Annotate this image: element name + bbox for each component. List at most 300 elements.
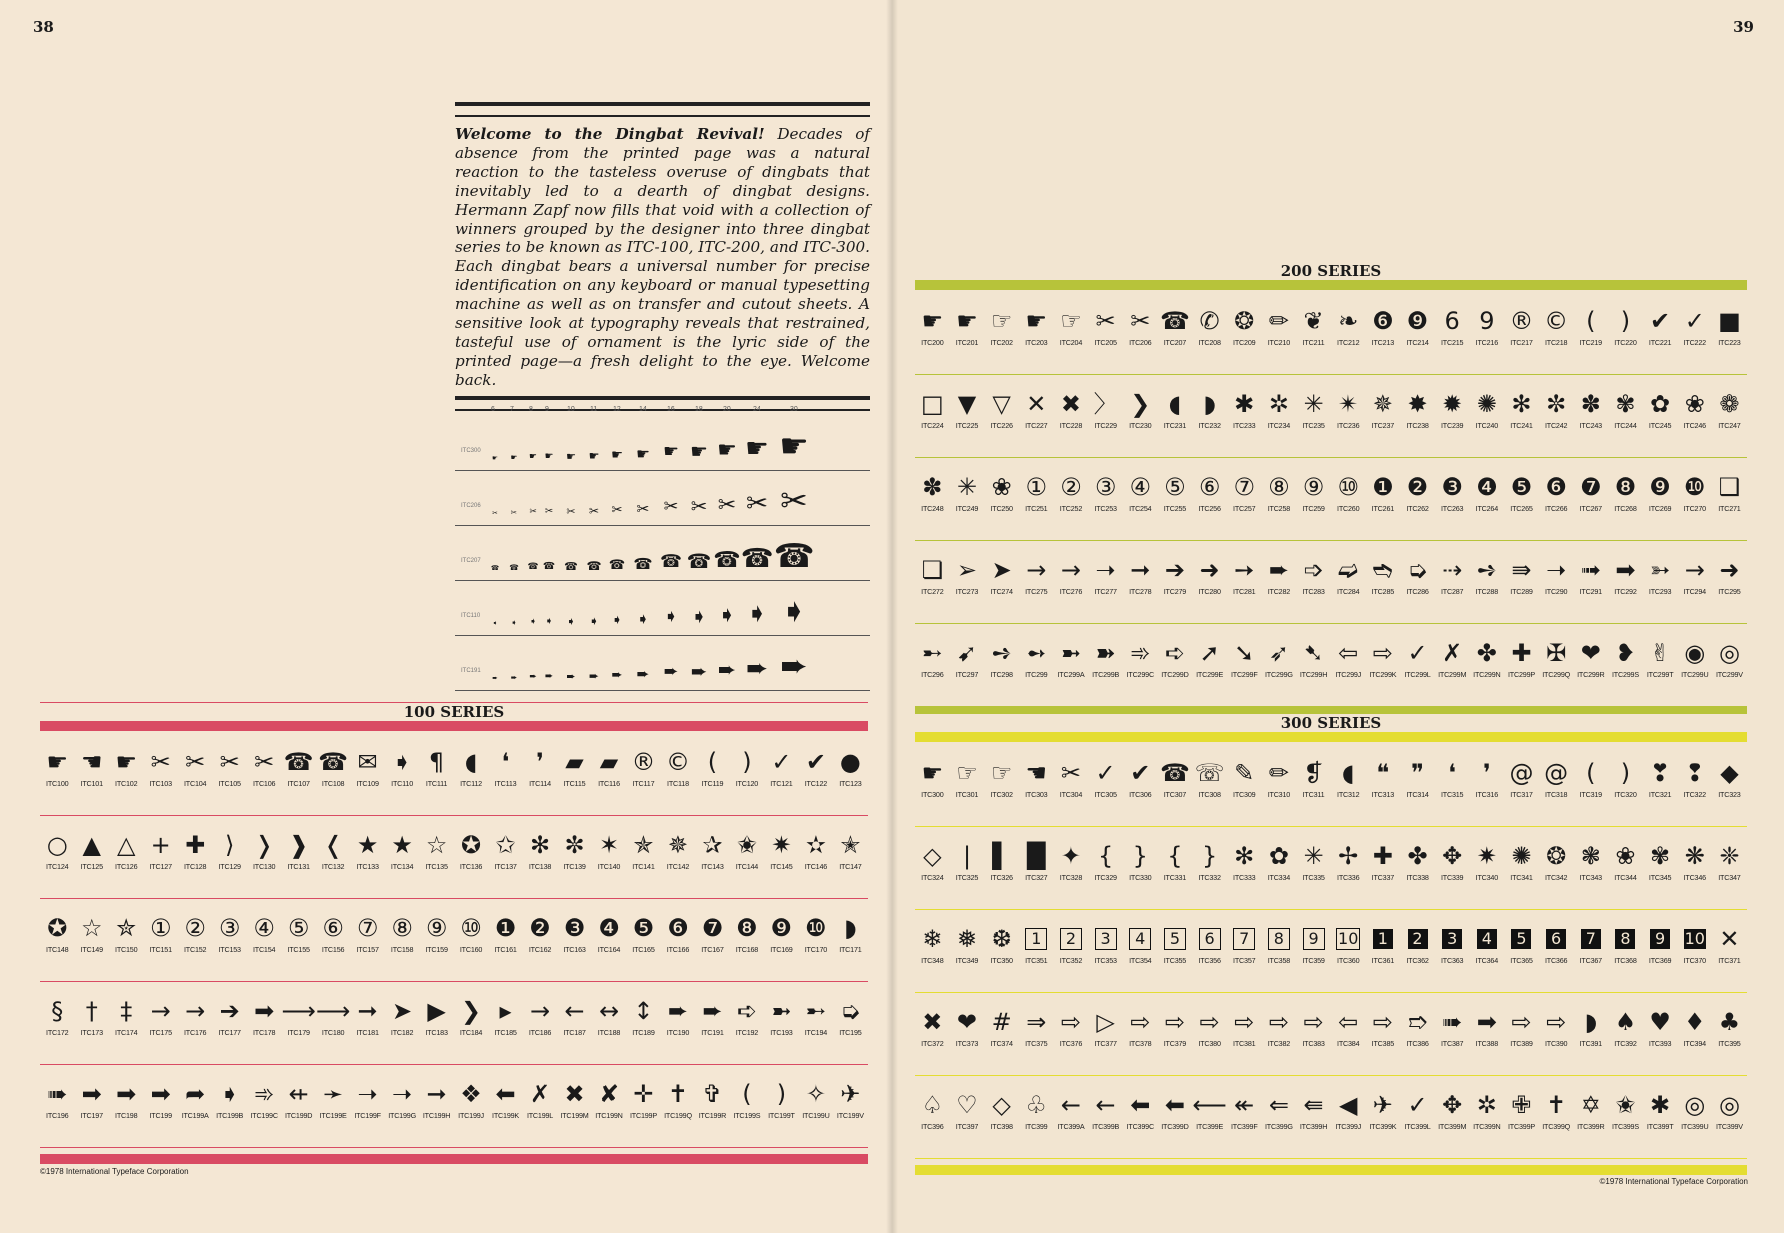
dingbat-cell — [1019, 839, 1054, 909]
dingbat-glyph — [1643, 922, 1678, 956]
dingbat-code: ITC192 — [735, 1028, 759, 1037]
dingbat-cell — [833, 911, 867, 981]
dingbat-cell — [1608, 387, 1643, 457]
dingbat-cell — [212, 1077, 246, 1147]
dingbat-glyph: ❬ — [323, 831, 344, 859]
series-300-band — [915, 732, 1747, 742]
specimen-glyph: ➨ — [745, 652, 769, 684]
dingbat-glyph: ✎ — [1234, 759, 1255, 787]
dingbat-cell — [626, 1077, 660, 1147]
dingbat-code: ITC268 — [1614, 504, 1637, 513]
dingbat-code: ITC199D — [284, 1111, 313, 1120]
dingbat-cell — [1400, 839, 1435, 909]
dingbat-glyph: ⑥ — [1198, 473, 1221, 501]
dingbat-cell — [281, 911, 315, 981]
dingbat-code: ITC199G — [388, 1111, 416, 1120]
dingbat-glyph — [1227, 922, 1262, 956]
dingbat-code: ITC173 — [80, 1028, 103, 1037]
dingbat-glyph: ☛ — [956, 307, 978, 335]
dingbat-code: ITC393 — [1648, 1039, 1672, 1048]
dingbat-glyph: ✓ — [1407, 1091, 1428, 1119]
dingbat-glyph: ⇨ — [1060, 1008, 1081, 1036]
dingbat-code: ITC299Q — [1542, 670, 1571, 679]
dingbat-glyph: 6 — [1444, 307, 1460, 335]
specimen-glyph: ☛ — [663, 442, 679, 463]
series100-row — [40, 731, 868, 815]
dingbat-glyph: ☚ — [1025, 759, 1048, 787]
dingbat-cell — [1608, 1088, 1643, 1158]
dingbat-cell — [661, 1077, 695, 1147]
dingbat-code: ITC200 — [921, 338, 944, 347]
series-300-bottom-band — [915, 1165, 1747, 1175]
dingbat-code: ITC299B — [1092, 670, 1120, 679]
dingbat-glyph: { — [1167, 842, 1183, 870]
dingbat-code: ITC329 — [1094, 873, 1117, 882]
dingbat-cell — [1123, 839, 1158, 909]
dingbat-glyph: ✂ — [185, 748, 206, 776]
dingbat-glyph: ➱ — [1407, 1008, 1428, 1036]
dingbat-code: ITC157 — [356, 945, 379, 954]
dingbat-glyph: ( — [1586, 759, 1596, 787]
dingbat-glyph: ➻ — [1026, 639, 1047, 667]
dingbat-glyph: ➝ — [357, 1080, 378, 1108]
dingbat-code: ITC223 — [1718, 338, 1741, 347]
dingbat-glyph: © — [1544, 307, 1569, 335]
dingbat-cell — [592, 745, 626, 815]
dingbat-cell — [626, 745, 660, 815]
dingbat-cell — [1088, 1088, 1123, 1158]
dingbat-code: ITC229 — [1094, 421, 1117, 430]
specimen-glyph: ✂ — [636, 499, 650, 518]
dingbat-glyph: ➡ — [1615, 556, 1636, 584]
dingbat-cell — [950, 1088, 985, 1158]
dingbat-cell — [1504, 756, 1539, 826]
dingbat-code: ITC199S — [733, 1111, 761, 1120]
dingbat-code: ITC149 — [80, 945, 103, 954]
dingbat-glyph: ✯ — [633, 831, 654, 859]
dingbat-glyph: ➤ — [392, 997, 413, 1025]
dingbat-glyph: ☎ — [1159, 759, 1190, 787]
dingbat-cell — [1296, 470, 1331, 540]
dingbat-glyph: ❑ — [1718, 473, 1741, 501]
dingbat-glyph: ❽ — [1614, 473, 1637, 501]
specimen-label: ITC207 — [461, 558, 481, 564]
dingbat-glyph — [1539, 922, 1574, 956]
specimen-glyph: ✂ — [780, 481, 808, 520]
dingbat-glyph: ❦ — [1303, 307, 1324, 335]
dingbat-glyph: → — [1684, 556, 1705, 584]
dingbat-glyph: ➠ — [47, 1080, 68, 1108]
boxed-number: 6 — [1199, 928, 1221, 950]
dingbat-code: ITC303 — [1025, 790, 1048, 799]
dingbat-code: ITC181 — [356, 1028, 379, 1037]
dingbat-cell — [1262, 1005, 1297, 1075]
dingbat-cell — [488, 911, 522, 981]
dingbat-glyph: ✓ — [1407, 639, 1428, 667]
boxed-number: 6 — [1546, 929, 1566, 949]
dingbat-cell — [1539, 304, 1574, 374]
size-label: 12 — [613, 406, 621, 413]
dingbat-glyph: ◎ — [1718, 1091, 1740, 1119]
dingbat-glyph: ◇ — [992, 1091, 1011, 1119]
dingbat-glyph — [1262, 922, 1297, 956]
dingbat-code: ITC364 — [1475, 956, 1499, 965]
dingbat-code: ITC151 — [149, 945, 172, 954]
dingbat-glyph: ✩ — [495, 831, 516, 859]
dingbat-cell — [1262, 756, 1297, 826]
dingbat-cell — [1366, 1005, 1401, 1075]
dingbat-glyph: ▸ — [499, 997, 512, 1025]
dingbat-cell — [1539, 387, 1574, 457]
dingbat-cell — [1435, 553, 1470, 623]
dingbat-code: ITC175 — [149, 1028, 172, 1037]
dingbat-cell — [385, 828, 419, 898]
dingbat-cell — [1054, 1088, 1089, 1158]
dingbat-code: ITC212 — [1337, 338, 1360, 347]
dingbat-code: ITC283 — [1302, 587, 1325, 596]
dingbat-code: ITC331 — [1163, 873, 1187, 882]
dingbat-code: ITC386 — [1406, 1039, 1429, 1048]
size-label: 8 — [529, 406, 533, 413]
dingbat-glyph: ❾ — [1406, 307, 1429, 335]
dingbat-cell — [1331, 387, 1366, 457]
dingbat-glyph: ❻ — [667, 914, 689, 942]
dingbat-code: ITC399K — [1369, 1122, 1397, 1131]
dingbat-code: ITC246 — [1683, 421, 1706, 430]
dingbat-cell — [1470, 756, 1505, 826]
dingbat-cell — [212, 745, 246, 815]
dingbat-code: ITC356 — [1198, 956, 1221, 965]
dingbat-glyph: ❢ — [1684, 759, 1705, 787]
dingbat-code: ITC360 — [1337, 956, 1360, 965]
dingbat-code: ITC187 — [563, 1028, 586, 1037]
dingbat-code: ITC299G — [1265, 670, 1293, 679]
dingbat-code: ITC190 — [666, 1028, 690, 1037]
dingbat-glyph: ⑥ — [322, 914, 344, 942]
specimen-row — [455, 581, 870, 636]
dingbat-code: ITC289 — [1510, 587, 1533, 596]
dingbat-glyph: ↞ — [1234, 1091, 1255, 1119]
dingbat-glyph: ➨ — [702, 997, 723, 1025]
specimen-row — [455, 636, 870, 691]
dingbat-code: ITC366 — [1544, 956, 1568, 965]
dingbat-code: ITC174 — [115, 1028, 138, 1037]
dingbat-code: ITC376 — [1059, 1039, 1083, 1048]
dingbat-cell — [1227, 470, 1262, 540]
dingbat-cell — [626, 828, 660, 898]
dingbat-glyph: { — [1097, 842, 1114, 870]
dingbat-glyph: ☛ — [115, 748, 137, 776]
dingbat-code: ITC122 — [804, 779, 828, 788]
dingbat-code: ITC255 — [1163, 504, 1187, 513]
dingbat-cell — [1573, 470, 1608, 540]
dingbat-glyph: ✙ — [1511, 1091, 1532, 1119]
dingbat-cell — [178, 828, 212, 898]
dingbat-cell — [915, 553, 950, 623]
dingbat-code: ITC346 — [1683, 873, 1706, 882]
dingbat-glyph: ➘ — [1234, 639, 1255, 667]
dingbat-cell — [1123, 1088, 1158, 1158]
dingbat-code: ITC242 — [1544, 421, 1568, 430]
dingbat-cell — [523, 745, 557, 815]
specimen-glyph: ✂ — [745, 487, 769, 519]
dingbat-cell — [1088, 839, 1123, 909]
dingbat-code: ITC256 — [1198, 504, 1221, 513]
dingbat-cell — [1539, 470, 1574, 540]
dingbat-code: ITC300 — [921, 790, 944, 799]
dingbat-glyph: ① — [149, 914, 172, 942]
dingbat-cell — [1504, 636, 1539, 706]
dingbat-glyph: ③ — [218, 914, 241, 942]
dingbat-code: ITC215 — [1440, 338, 1464, 347]
dingbat-glyph: ✻ — [1511, 390, 1532, 418]
dingbat-cell — [1435, 922, 1470, 992]
dingbat-code: ITC399G — [1265, 1122, 1293, 1131]
dingbat-cell — [1262, 839, 1297, 909]
dingbat-code: ITC348 — [921, 956, 944, 965]
dingbat-glyph — [1470, 922, 1505, 956]
dingbat-cell — [915, 470, 950, 540]
dingbat-glyph: ◗ — [844, 914, 857, 942]
dingbat-cell — [1504, 553, 1539, 623]
dingbat-glyph: ← — [564, 997, 585, 1025]
dingbat-code: ITC103 — [149, 779, 172, 788]
dingbat-code: ITC197 — [80, 1111, 103, 1120]
specimen-glyph: ☛ — [690, 440, 708, 464]
series-300-title: 300 SERIES — [1280, 714, 1382, 732]
dingbat-cell — [178, 745, 212, 815]
dingbat-cell — [1366, 636, 1401, 706]
dingbat-cell — [1331, 839, 1366, 909]
dingbat-code: ITC263 — [1440, 504, 1464, 513]
dingbat-glyph — [1088, 922, 1123, 956]
dingbat-cell — [1504, 1005, 1539, 1075]
dingbat-cell — [1158, 636, 1193, 706]
dingbat-code: ITC307 — [1163, 790, 1187, 799]
dingbat-glyph: ✛ — [633, 1080, 654, 1108]
dingbat-cell — [833, 828, 867, 898]
dingbat-code: ITC299V — [1715, 670, 1743, 679]
dingbat-cell — [1123, 922, 1158, 992]
dingbat-glyph: ➩ — [1303, 556, 1324, 584]
size-label: 16 — [667, 406, 675, 413]
dingbat-glyph: ★ — [391, 831, 413, 859]
dingbat-glyph: ➝ — [1546, 556, 1567, 584]
boxed-number: 2 — [1060, 928, 1082, 950]
dingbat-code: ITC299F — [1230, 670, 1258, 679]
dingbat-glyph: ➭ — [840, 997, 861, 1025]
dingbat-cell — [1123, 387, 1158, 457]
dingbat-glyph: ➛ — [323, 1080, 344, 1108]
dingbat-cell — [1470, 636, 1505, 706]
dingbat-glyph: ✓ — [1684, 307, 1705, 335]
dingbat-cell — [1088, 470, 1123, 540]
dingbat-glyph — [1054, 922, 1089, 956]
dingbat-cell — [1331, 922, 1366, 992]
dingbat-glyph: # — [991, 1008, 1012, 1036]
dingbat-cell — [984, 304, 1019, 374]
dingbat-code: ITC293 — [1648, 587, 1672, 596]
dingbat-glyph: ✱ — [1234, 390, 1255, 418]
dingbat-glyph: ❛ — [1448, 759, 1457, 787]
dingbat-glyph — [1192, 922, 1227, 956]
dingbat-cell — [799, 994, 833, 1064]
dingbat-glyph: ☛ — [921, 307, 944, 335]
dingbat-code: ITC349 — [955, 956, 979, 965]
dingbat-cell — [1712, 636, 1747, 706]
dingbat-code: ITC296 — [921, 670, 944, 679]
dingbat-cell — [247, 745, 281, 815]
dingbat-glyph: ✻ — [1234, 842, 1255, 870]
dingbat-code: ITC114 — [529, 779, 551, 788]
dingbat-code: ITC183 — [425, 1028, 448, 1037]
dingbat-code: ITC395 — [1718, 1039, 1741, 1048]
dingbat-cell — [984, 756, 1019, 826]
dingbat-glyph: ✪ — [461, 831, 482, 859]
dingbat-cell — [1054, 636, 1089, 706]
dingbat-glyph: ⇷ — [288, 1080, 309, 1108]
boxed-number: 1 — [1373, 929, 1393, 949]
dingbat-code: ITC121 — [770, 779, 793, 788]
dingbat-code: ITC213 — [1371, 338, 1395, 347]
dingbat-cell — [1643, 470, 1678, 540]
dingbat-glyph: ❭ — [254, 831, 275, 859]
dingbat-cell — [1608, 553, 1643, 623]
boxed-number: 3 — [1442, 929, 1462, 949]
boxed-number: 7 — [1233, 928, 1255, 950]
dingbat-cell — [1608, 839, 1643, 909]
dingbat-glyph: ❛ — [501, 748, 510, 776]
dingbat-glyph: ➫ — [1338, 556, 1359, 584]
dingbat-code: ITC267 — [1579, 504, 1602, 513]
dingbat-cell — [1608, 922, 1643, 992]
dingbat-cell — [1608, 470, 1643, 540]
dingbat-cell — [833, 1077, 867, 1147]
dingbat-glyph: ✠ — [1546, 639, 1567, 667]
dingbat-cell — [1262, 922, 1297, 992]
specimen-glyph: ☛ — [745, 432, 769, 464]
specimen-glyph: ✂ — [492, 509, 498, 518]
dingbat-glyph: ⇨ — [1546, 1008, 1567, 1036]
dingbat-cell — [1331, 470, 1366, 540]
dingbat-glyph: ✂ — [219, 748, 240, 776]
dingbat-code: ITC199B — [216, 1111, 244, 1120]
dingbat-code: ITC110 — [391, 779, 413, 788]
dingbat-code: ITC150 — [115, 945, 138, 954]
dingbat-glyph: ✽ — [1580, 390, 1601, 418]
dingbat-code: ITC369 — [1648, 956, 1672, 965]
dingbat-glyph: ✕ — [1026, 390, 1047, 418]
dingbat-glyph: ➡ — [254, 997, 275, 1025]
dingbat-code: ITC123 — [839, 779, 862, 788]
dingbat-cell — [1123, 553, 1158, 623]
dingbat-code: ITC276 — [1059, 587, 1083, 596]
dingbat-cell — [1158, 1005, 1193, 1075]
dingbat-code: ITC207 — [1163, 338, 1187, 347]
boxed-number: 2 — [1408, 929, 1428, 949]
dingbat-code: ITC320 — [1614, 790, 1637, 799]
dingbat-cell — [1054, 1005, 1089, 1075]
series300-row — [915, 827, 1747, 909]
specimen-glyph: ☎ — [564, 560, 578, 573]
dingbat-cell — [1504, 1088, 1539, 1158]
dingbat-cell — [1262, 304, 1297, 374]
dingbat-code: ITC271 — [1718, 504, 1741, 513]
dingbat-glyph: ⇨ — [1372, 639, 1393, 667]
dingbat-code: ITC399D — [1161, 1122, 1189, 1131]
dingbat-glyph: ➝ — [392, 1080, 413, 1108]
dingbat-glyph: ➙ — [1234, 556, 1255, 584]
dingbat-cell — [764, 745, 798, 815]
dingbat-cell — [1227, 553, 1262, 623]
dingbat-code: ITC399E — [1196, 1122, 1224, 1131]
dingbat-glyph: ✹ — [1442, 390, 1463, 418]
dingbat-glyph: ❈ — [1719, 842, 1740, 870]
dingbat-glyph: ⇨ — [1234, 1008, 1255, 1036]
dingbat-glyph: ⇨ — [1303, 1008, 1324, 1036]
dingbat-code: ITC124 — [46, 862, 69, 871]
row-divider — [40, 1147, 868, 1148]
dingbat-code: ITC338 — [1406, 873, 1429, 882]
dingbat-code: ITC221 — [1648, 338, 1672, 347]
dingbat-cell — [454, 745, 488, 815]
dingbat-code: ITC102 — [115, 779, 138, 788]
dingbat-code: ITC177 — [218, 1028, 241, 1037]
dingbat-glyph: ❋ — [1684, 842, 1705, 870]
dingbat-glyph: ◖ — [464, 748, 478, 776]
dingbat-code: ITC231 — [1163, 421, 1187, 430]
dingbat-cell — [1435, 470, 1470, 540]
dingbat-cell — [1470, 387, 1505, 457]
dingbat-cell — [1088, 922, 1123, 992]
dingbat-glyph: ➠ — [1442, 1008, 1463, 1036]
dingbat-glyph: ✌ — [1650, 639, 1671, 667]
dingbat-glyph: ➸ — [922, 639, 943, 667]
series200-row — [915, 458, 1747, 540]
dingbat-cell — [1435, 636, 1470, 706]
dingbat-glyph: ➳ — [1650, 556, 1671, 584]
dingbat-code: ITC291 — [1579, 587, 1602, 596]
dingbat-code: ITC138 — [528, 862, 552, 871]
dingbat-glyph: ❹ — [1476, 473, 1498, 501]
dingbat-glyph: ❷ — [1406, 473, 1429, 501]
dingbat-cell — [109, 911, 143, 981]
boxed-number: 9 — [1303, 928, 1325, 950]
dingbat-cell — [626, 911, 660, 981]
page-number-right: 39 — [1733, 18, 1754, 36]
dingbat-code: ITC388 — [1475, 1039, 1499, 1048]
dingbat-glyph: ♧ — [1025, 1091, 1048, 1119]
dingbat-cell — [109, 1077, 143, 1147]
dingbat-cell — [1331, 1088, 1366, 1158]
dingbat-code: ITC199Q — [664, 1111, 692, 1120]
dingbat-cell — [1088, 636, 1123, 706]
dingbat-code: ITC299T — [1646, 670, 1674, 679]
dingbat-cell — [1470, 553, 1505, 623]
dingbat-glyph: ✂ — [150, 748, 171, 776]
dingbat-cell — [1573, 636, 1608, 706]
dingbat-glyph: ➢ — [956, 556, 978, 584]
dingbat-cell — [74, 994, 108, 1064]
dingbat-glyph: @ — [1544, 759, 1569, 787]
dingbat-glyph: ◇ — [923, 842, 942, 870]
dingbat-code: ITC185 — [494, 1028, 517, 1037]
dingbat-glyph: ( — [707, 748, 718, 776]
dingbat-code: ITC222 — [1683, 338, 1706, 347]
dingbat-code: ITC352 — [1059, 956, 1083, 965]
dingbat-cell — [488, 745, 522, 815]
dingbat-cell — [915, 636, 950, 706]
